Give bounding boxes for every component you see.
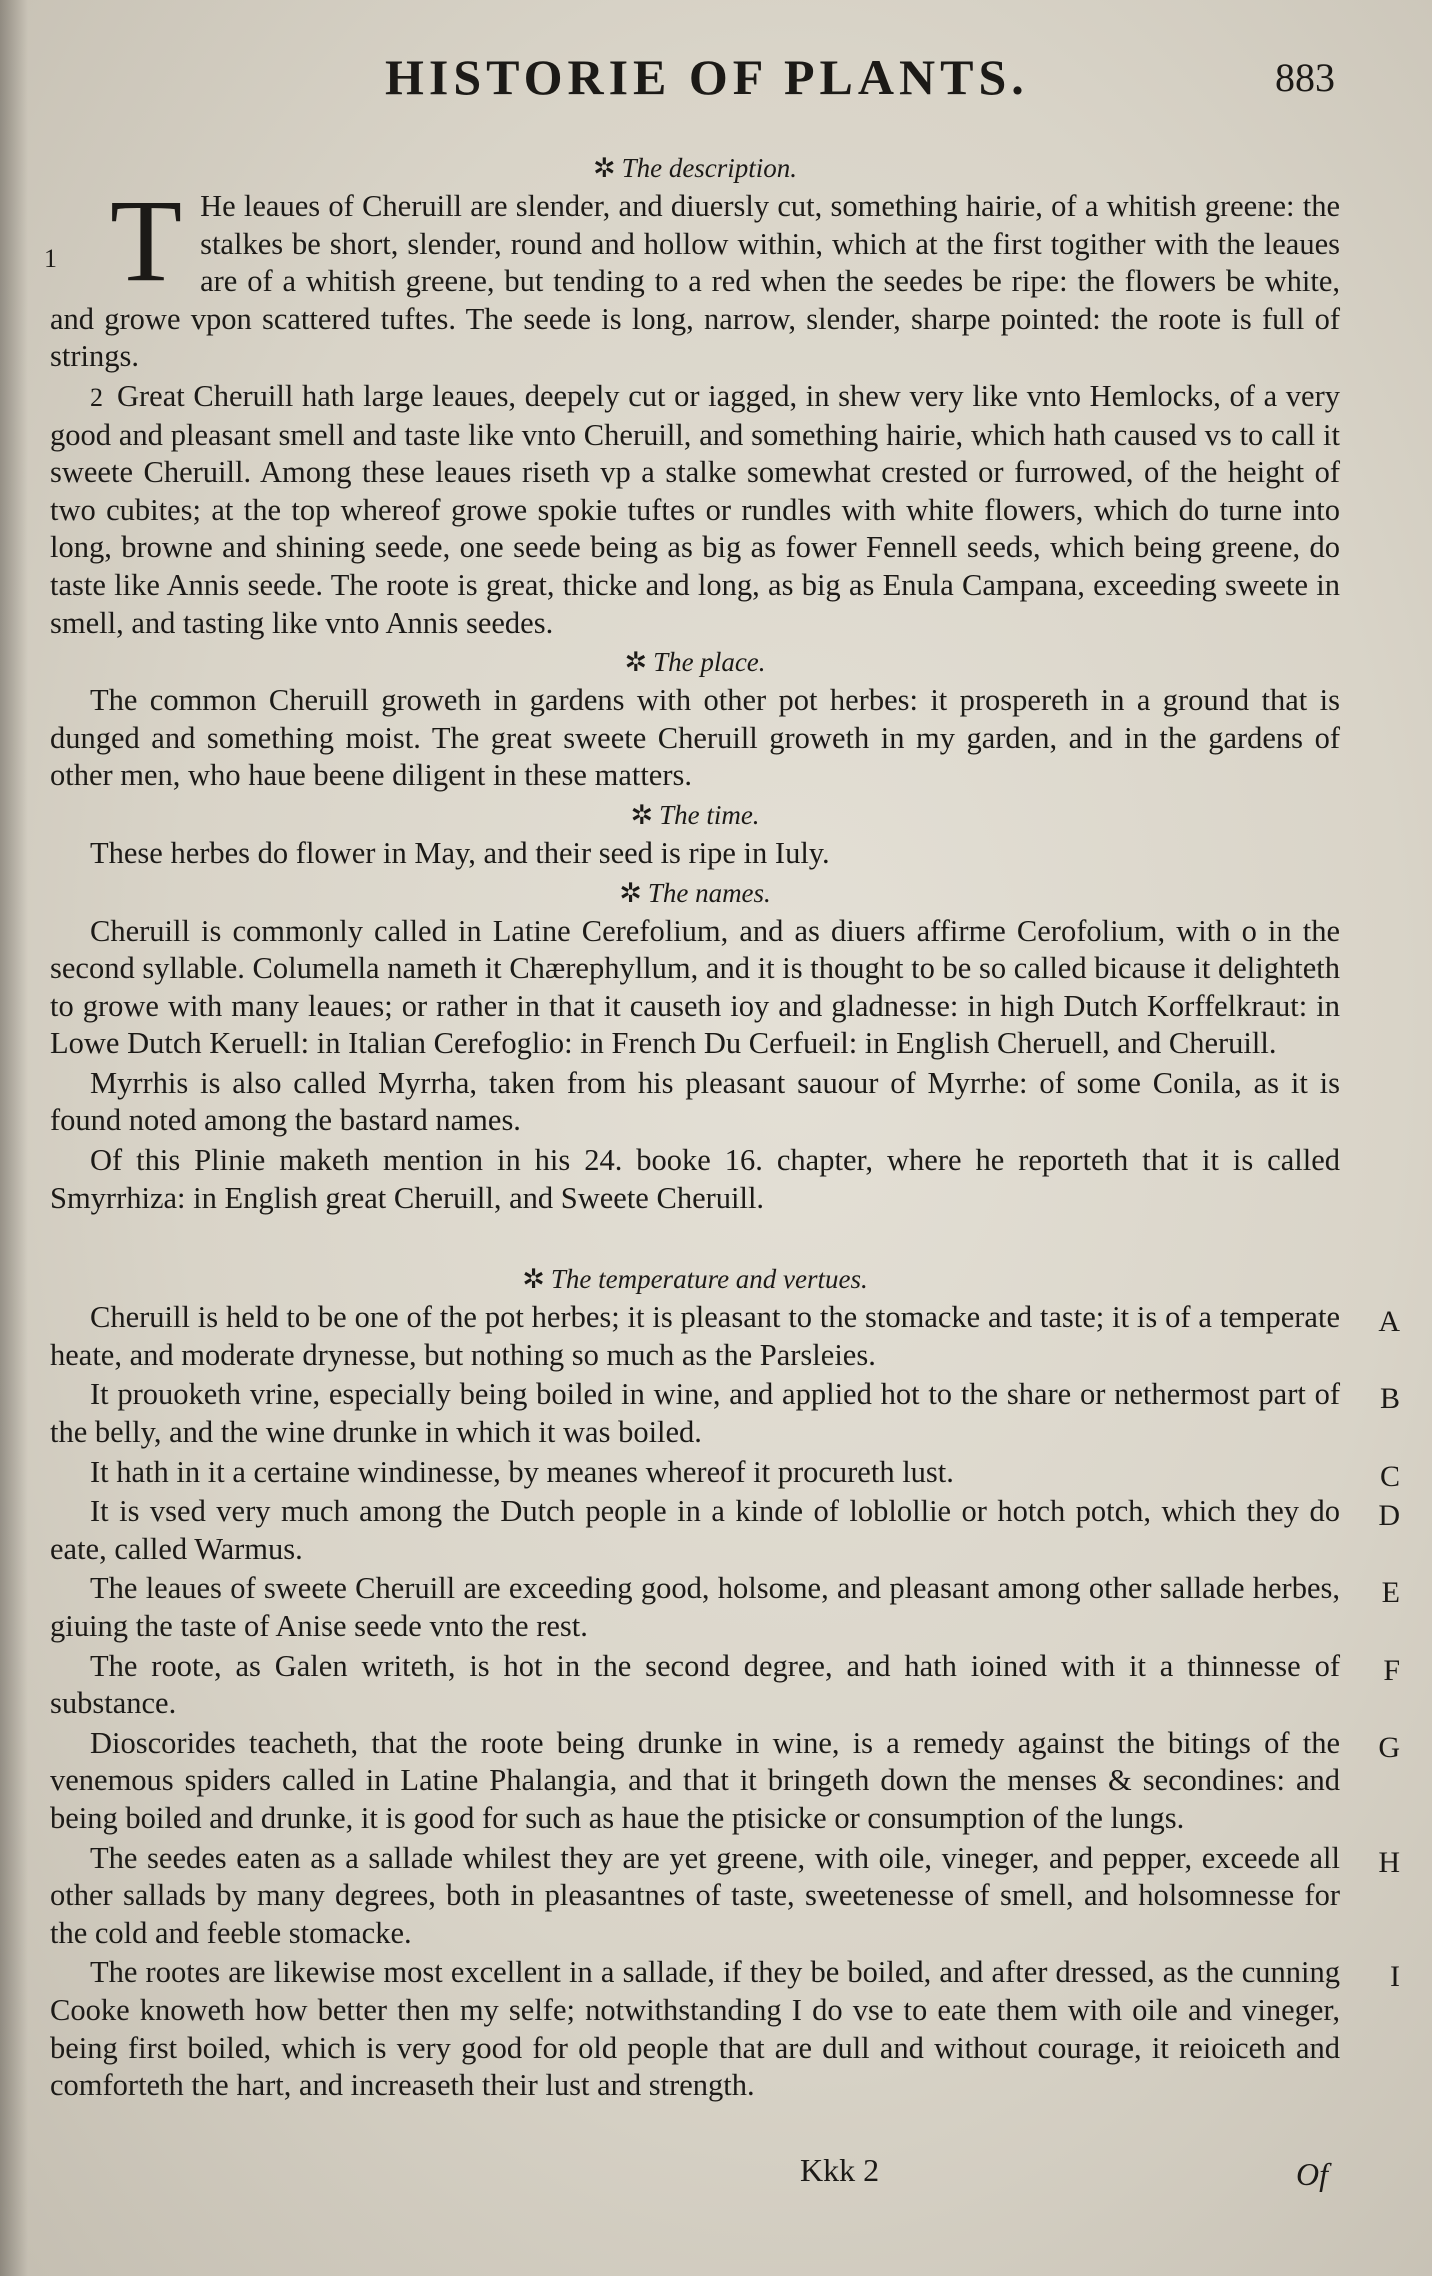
paragraph-text: Great Cheruill hath large leaues, deepely cut or iagged, in shew very like vnto Hemlocks, of a very good and pleasant smell and taste like vnto Cheruill, and something hairie, which hath caused vs to call it sweete Cheruill. Among these leaues riseth vp a stalke somewhat crested or furrowed, of the height of two cubites; at the top whereof growe spokie tuftes or rundles with white flowers, which do turne into long, browne and shining seede, one seede being as big as fower Fennell seeds, which being greene, do taste like Annis seede. The roote is great, thicke and long, as big as Enula Campana, exceeding sweete in smell, and tasting like vnto Annis seedes. — [50, 378, 1340, 640]
star-ornament-icon: ✲ — [630, 799, 654, 830]
star-ornament-icon: ✲ — [592, 153, 616, 183]
time-paragraph: These herbes do flower in May, and their seed is ripe in Iuly. — [90, 835, 830, 870]
margin-letter: B — [1379, 1382, 1400, 1416]
vertue-paragraph-a: Cheruill is held to be one of the pot herbes; it is pleasant to the stomacke and taste; it is of a temperate heate, and moderate drynesse, but nothing so much as the Parsleies. A — [50, 1300, 1400, 1372]
section-heading-description: ✲ The description. — [592, 153, 798, 183]
signature-mark: Kkk 2 — [800, 2152, 880, 2188]
description-paragraph-1 — [44, 175, 1340, 376]
body-text — [44, 148, 1400, 2107]
page-number: 883 — [1275, 55, 1335, 100]
page-footer — [0, 2152, 1432, 2212]
margin-letter: D — [1378, 1499, 1400, 1533]
section-heading-names: ✲ The names. — [619, 877, 771, 908]
vertue-paragraph-h: The seedes eaten as a sallade whilest they are yet greene, with oile, vineger, and pepper, exceede all other sallads by many degrees, both in pleasantnes of taste, sweetenesse of smell, and holsomnesse for the cold and feeble stomacke. H — [50, 1840, 1400, 1950]
vertue-paragraph-g: Dioscorides teacheth, that the roote being drunke in wine, is a remedy against the bitings of the venemous spiders called in Latine Phalangia, and that it bringeth down the menses & secondines: and being boiled and drunke, it is good for such as haue the ptisicke or consumption of the lungs. G — [50, 1725, 1400, 1835]
page-header — [0, 48, 1432, 118]
running-title: HISTORIE OF PLANTS. — [385, 49, 1029, 105]
paragraph-text: He leaues of Cheruill are slender, and diuersly cut, something hairie, of a whitish greene: the stalkes be short, slender, round and hollow within, which at the first togither with the leaues are of a whitish greene, but tending to a red when the seedes be ripe: the flowers be white, and growe vpon scattered tuftes. The seede is long, narrow, slender, sharpe pointed: the roote is full of strings. — [50, 189, 1340, 374]
vertue-paragraph-b: It prouoketh vrine, especially being boiled in wine, and applied hot to the share or nethermost part of the belly, and the wine drunke in which it was boiled. B — [50, 1377, 1400, 1450]
spacer — [50, 1219, 1340, 1259]
star-ornament-icon: ✲ — [522, 1264, 545, 1295]
section-heading-place: ✲ The place. — [624, 647, 766, 678]
names-paragraph-2: Myrrhis is also called Myrrha, taken from his pleasant sauour of Myrrhe: of some Conila, as it is found noted among the bastard names. — [50, 1065, 1340, 1138]
margin-letter: C — [1379, 1459, 1400, 1493]
paragraph-number: 2 — [90, 382, 103, 412]
paragraph-number: 1 — [44, 244, 57, 273]
vertue-paragraph-d: It is vsed very much among the Dutch people in a kinde of loblollie or hotch potch, which they do eate, called Warmus. D — [50, 1494, 1400, 1566]
star-ornament-icon: ✲ — [619, 877, 642, 908]
place-paragraph: The common Cheruill groweth in gardens with other pot herbes: it prospereth in a ground that is dunged and something moist. The great sweete Cheruill groweth in my garden, and in the gardens of other men, who haue beene diligent in these matters. — [50, 683, 1340, 793]
vertue-paragraph-f: The roote, as Galen writeth, is hot in the second degree, and hath ioined with it a thinnesse of substance. F — [50, 1648, 1400, 1721]
binding-shadow — [0, 0, 28, 2276]
section-heading-temperature: ✲ The temperature and vertues. — [522, 1264, 868, 1295]
vertue-paragraph-c: It hath in it a certaine windinesse, by meanes whereof it procureth lust. C — [50, 1454, 1340, 1492]
names-paragraph-1: Cheruill is commonly called in Latine Cerefolium, and as diuers affirme Cerofolium, with o in the second syllable. Columella nameth it Chærephyllum, and it is thought to be so called bicause it delighteth to growe with many leaues; or rather in that it causeth ioy and gladnesse: in high Dutch Korffelkraut: in Lowe Dutch Keruell: in Italian Cerefoglio: in French Du Cerfueil: in English Cheruell, and Cheruill. — [50, 913, 1340, 1061]
section-heading-time: ✲ The time. — [630, 799, 760, 830]
vertue-paragraph-i: The rootes are likewise most excellent in a sallade, if they be boiled, and after dressed, as the cunning Cooke knoweth how better then my selfe; notwithstanding I do vse to eate them with oile and vineger, being first boiled, which is very good for old people that are dull and without courage, it reioiceth and comforteth the hart, and increaseth their lust and strength. I — [50, 1955, 1400, 2103]
margin-letter: F — [1383, 1653, 1400, 1687]
drop-cap: T — [110, 175, 183, 306]
margin-letter: G — [1378, 1730, 1400, 1764]
star-ornament-icon: ✲ — [624, 647, 648, 678]
names-paragraph-3: Of this Plinie maketh mention in his 24. booke 16. chapter, where he reporteth that it is called Smyrrhiza: in English great Cheruill, and Sweete Cheruill. — [50, 1143, 1340, 1215]
margin-letter: H — [1378, 1845, 1400, 1879]
margin-letter: I — [1390, 1960, 1400, 1994]
margin-letter: E — [1381, 1576, 1400, 1610]
description-paragraph-2 — [50, 378, 1340, 642]
margin-letter: A — [1378, 1305, 1400, 1339]
vertue-paragraph-e: The leaues of sweete Cheruill are exceeding good, holsome, and pleasant among other sallade herbes, giuing the taste of Anise seede vnto the rest. E — [50, 1571, 1400, 1643]
catchword: Of — [1296, 2156, 1328, 2192]
